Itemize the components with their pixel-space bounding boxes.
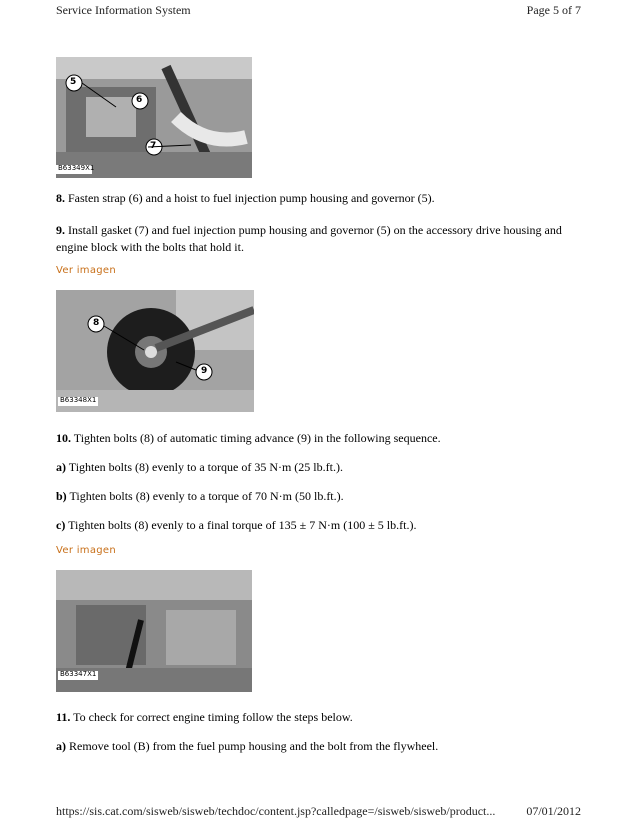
header-title: Service Information System <box>56 3 191 17</box>
callout-5: 5 <box>70 77 77 87</box>
step-8: 8. Fasten strap (6) and a hoist to fuel injection pump housing and governor (5). <box>56 191 435 205</box>
step-11a: a) Remove tool (B) from the fuel pump housing and the bolt from the flywheel. <box>56 739 439 753</box>
view-image-link-2[interactable]: Ver imagen <box>56 545 116 556</box>
footer-date: 07/01/2012 <box>526 804 581 818</box>
view-image-link-1[interactable]: Ver imagen <box>56 265 116 276</box>
page-number: Page 5 of 7 <box>526 3 581 17</box>
figure-pump-hoist <box>56 57 252 178</box>
footer-url: https://sis.cat.com/sisweb/sisweb/techdoc/content.jsp?calledpage=/sisweb/sisweb/product... <box>56 804 496 818</box>
callout-9: 9 <box>201 366 208 376</box>
figure-code: B63347X1 <box>60 670 97 678</box>
figure-fuel-pump-tool <box>56 570 252 692</box>
figure-code: B63349X1 <box>58 164 95 172</box>
step-10b: b) Tighten bolts (8) evenly to a torque of 70 N·m (50 lb.ft.). <box>56 489 344 503</box>
step-10a: a) Tighten bolts (8) evenly to a torque of 35 N·m (25 lb.ft.). <box>56 460 343 474</box>
figure-timing-advance <box>56 290 254 412</box>
step-10c: c) Tighten bolts (8) evenly to a final torque of 135 ± 7 N·m (100 ± 5 lb.ft.). <box>56 518 417 532</box>
callout-8: 8 <box>93 318 100 328</box>
step-11: 11. To check for correct engine timing follow the steps below. <box>56 710 353 724</box>
figure-code: B63348X1 <box>60 396 97 404</box>
callout-6: 6 <box>136 95 143 105</box>
callout-7: 7 <box>150 141 157 151</box>
step-9: 9. Install gasket (7) and fuel injection pump housing and governor (5) on the accessory drive housing and engine block with the bolts that hold it. <box>56 223 562 254</box>
step-10: 10. Tighten bolts (8) of automatic timing advance (9) in the following sequence. <box>56 431 441 445</box>
